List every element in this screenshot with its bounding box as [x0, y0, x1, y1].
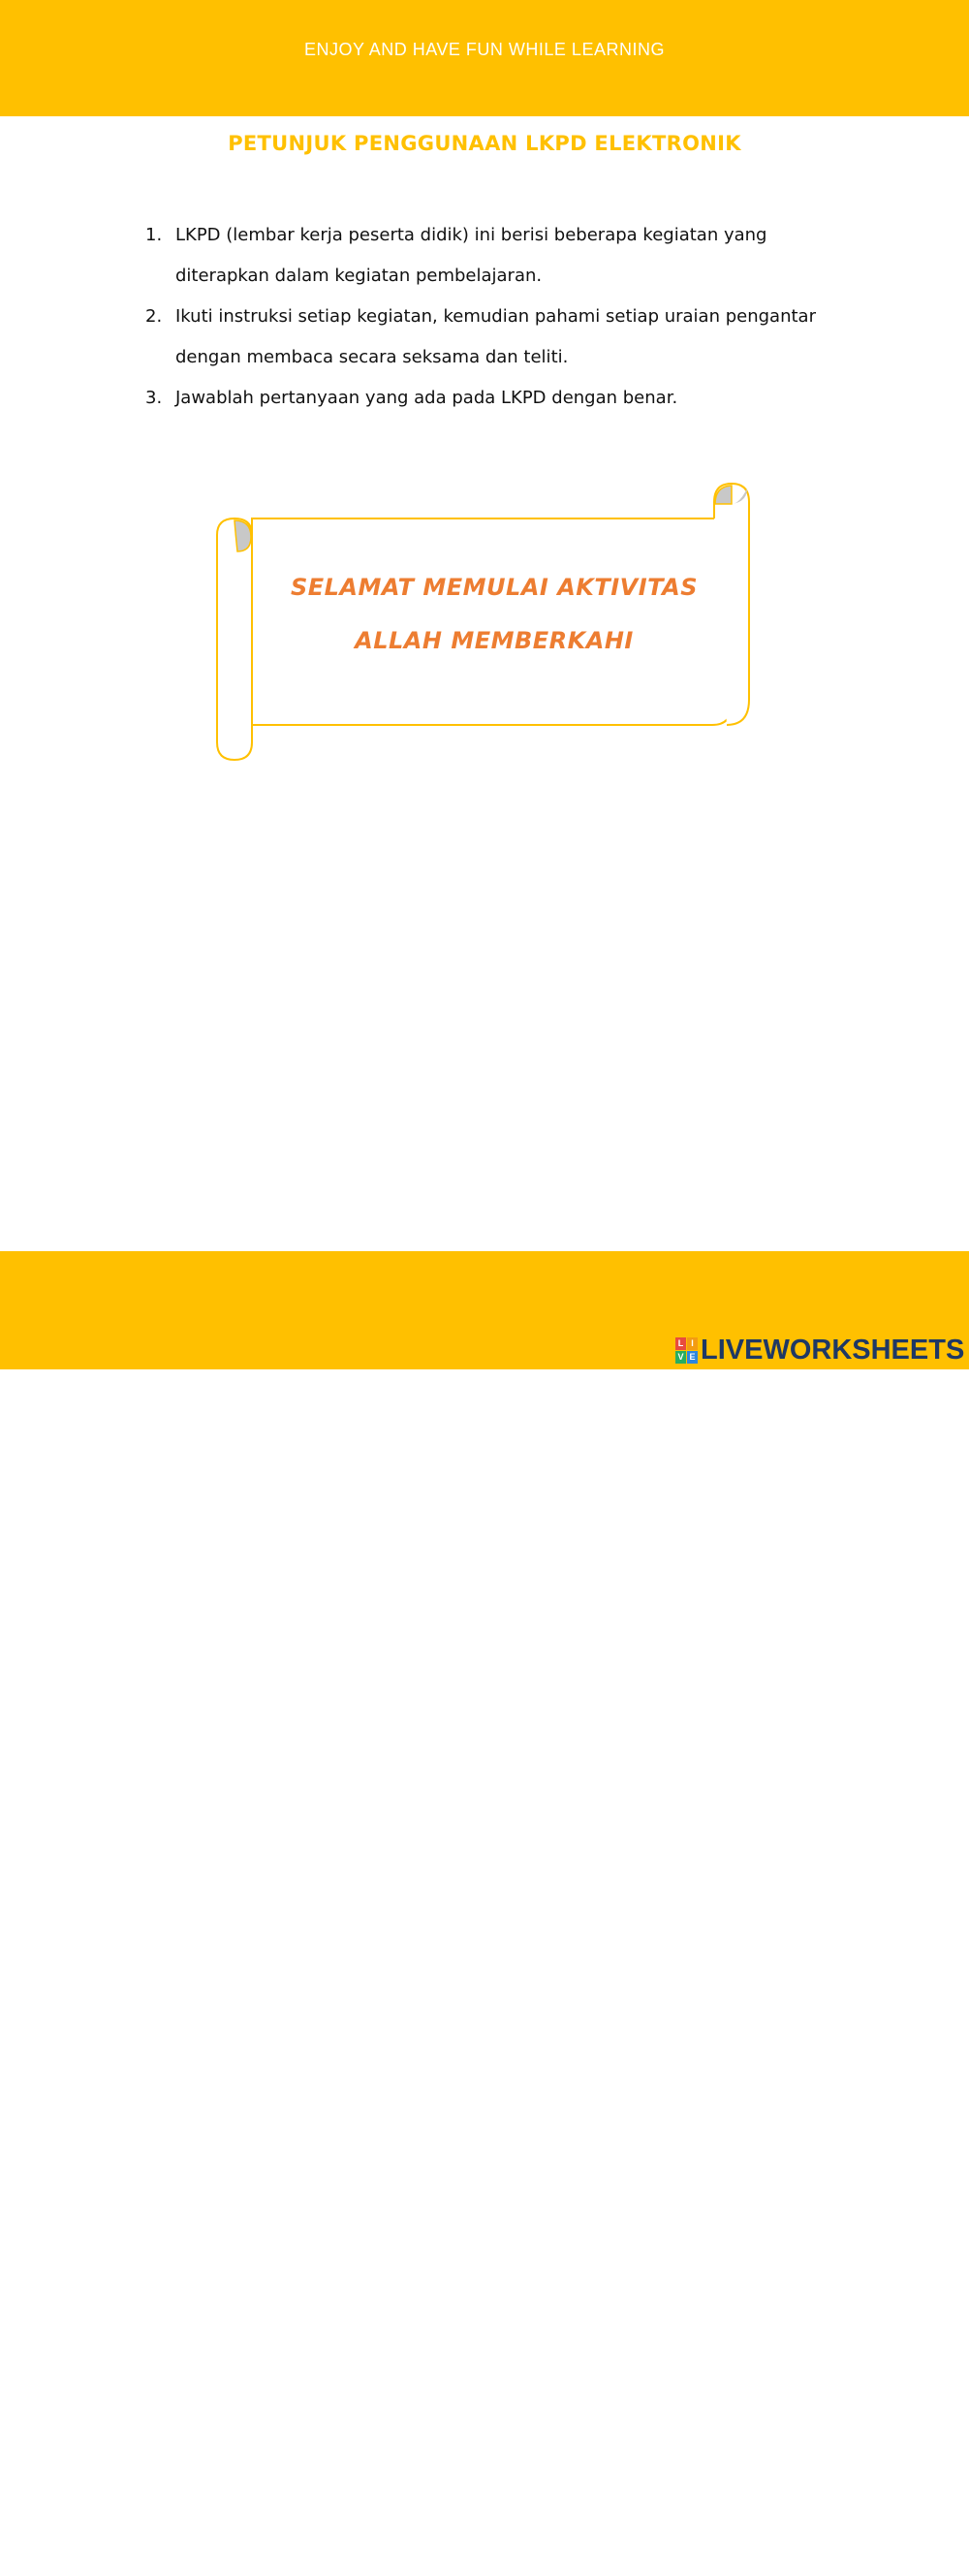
logo-letter: I	[687, 1337, 698, 1350]
instruction-text-cont: dengan membaca secara seksama dan teliti.	[175, 347, 569, 367]
header-text: ENJOY AND HAVE FUN WHILE LEARNING	[304, 40, 665, 59]
scroll-roll-left	[217, 518, 252, 760]
instruction-item	[145, 378, 853, 419]
instruction-text-cont: diterapkan dalam kegiatan pembelajaran.	[175, 266, 543, 286]
instruction-number: 3.	[145, 388, 163, 408]
instruction-number: 1.	[145, 225, 163, 245]
header-band	[0, 0, 969, 116]
liveworksheets-brand[interactable]	[675, 1334, 964, 1367]
instruction-text: Jawablah pertanyaan yang ada pada LKPD dengan benar.	[175, 388, 678, 408]
instruction-item	[145, 215, 853, 297]
instruction-list	[145, 215, 853, 419]
scroll-sheet	[252, 518, 732, 725]
scroll-banner	[208, 475, 761, 770]
footer-text: SDN KEMAKMURAN 1 2020/2021	[350, 2556, 619, 2575]
liveworksheets-wordmark: LIVEWORKSHEETS	[701, 1334, 965, 1366]
instruction-number: 2.	[145, 306, 163, 327]
logo-letter: L	[675, 1337, 686, 1350]
instruction-text: LKPD (lembar kerja peserta didik) ini berisi beberapa kegiatan yang	[175, 225, 767, 245]
logo-letter: V	[675, 1351, 686, 1364]
liveworksheets-logo-icon	[675, 1337, 698, 1364]
scroll-blessing: ALLAH MEMBERKAHI	[355, 627, 634, 654]
instruction-item	[145, 297, 853, 378]
page-title: PETUNJUK PENGGUNAAN LKPD ELEKTRONIK	[228, 132, 741, 155]
logo-letter: E	[687, 1351, 698, 1364]
instruction-text: Ikuti instruksi setiap kegiatan, kemudian pahami setiap uraian pengantar	[175, 306, 816, 327]
scroll-greeting: SELAMAT MEMULAI AKTIVITAS	[290, 574, 699, 601]
